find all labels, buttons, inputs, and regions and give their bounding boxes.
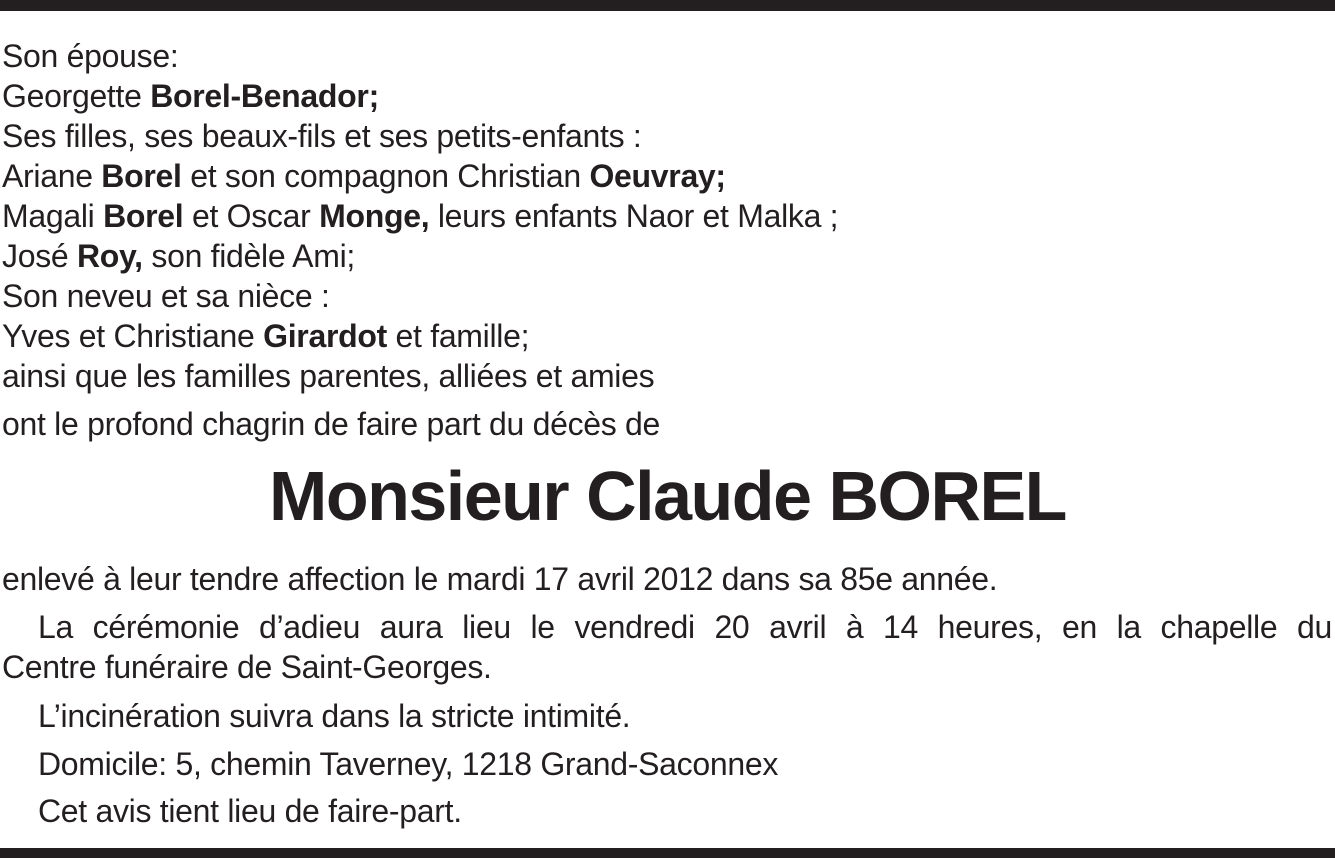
family-text: José bbox=[2, 238, 77, 274]
family-line bbox=[2, 276, 330, 316]
family-line bbox=[2, 196, 838, 236]
announcement-line: ont le profond chagrin de faire part du décès de bbox=[2, 406, 661, 442]
family-text: Georgette bbox=[2, 78, 151, 114]
cremation-line: L’incinération suivra dans la stricte intimité. bbox=[38, 698, 631, 734]
family-text: son fidèle Ami; bbox=[142, 238, 355, 274]
deceased-name: Monsieur Claude BOREL bbox=[269, 457, 1066, 535]
family-surname: Roy, bbox=[77, 238, 143, 274]
family-line bbox=[2, 36, 178, 76]
family-line bbox=[2, 76, 379, 116]
bottom-rule bbox=[0, 848, 1335, 858]
ceremony-text-1: La cérémonie d’adieu aura lieu le vendredi 20 avril à 14 heures, en la chapelle du bbox=[38, 609, 1332, 645]
family-text: Magali bbox=[2, 198, 104, 234]
family-surname: Borel-Benador; bbox=[150, 78, 379, 114]
family-text: Yves et Christiane bbox=[2, 318, 264, 354]
family-line bbox=[2, 116, 642, 156]
top-rule bbox=[0, 0, 1335, 11]
family-line bbox=[2, 156, 726, 196]
family-surname: Borel bbox=[103, 198, 184, 234]
closing-line: Cet avis tient lieu de faire-part. bbox=[38, 793, 462, 829]
family-line bbox=[2, 316, 529, 356]
domicile-line: Domicile: 5, chemin Taverney, 1218 Grand-Saconnex bbox=[38, 746, 779, 782]
family-text: Ariane bbox=[2, 158, 102, 194]
family-surname: Girardot bbox=[263, 318, 387, 354]
passing-line: enlevé à leur tendre affection le mardi 17 avril 2012 dans sa 85e année. bbox=[2, 561, 998, 597]
family-text: Son neveu et sa nièce : bbox=[2, 278, 330, 314]
family-text: et Oscar bbox=[183, 198, 320, 234]
family-text: et son compagnon Christian bbox=[181, 158, 590, 194]
family-surname: Borel bbox=[101, 158, 182, 194]
family-surname: Monge, bbox=[319, 198, 430, 234]
family-text: Ses filles, ses beaux-fils et ses petits-enfants : bbox=[2, 118, 642, 154]
family-text: leurs enfants Naor et Malka ; bbox=[429, 198, 839, 234]
family-text: ainsi que les familles parentes, alliées et amies bbox=[2, 358, 655, 394]
ceremony-line-2: Centre funéraire de Saint-Georges. bbox=[2, 649, 492, 685]
family-surname: Oeuvray; bbox=[589, 158, 726, 194]
family-line bbox=[2, 356, 654, 396]
family-text: et famille; bbox=[386, 318, 530, 354]
ceremony-line-1 bbox=[2, 607, 1332, 647]
family-text: Son épouse: bbox=[2, 38, 179, 74]
family-line bbox=[2, 236, 355, 276]
